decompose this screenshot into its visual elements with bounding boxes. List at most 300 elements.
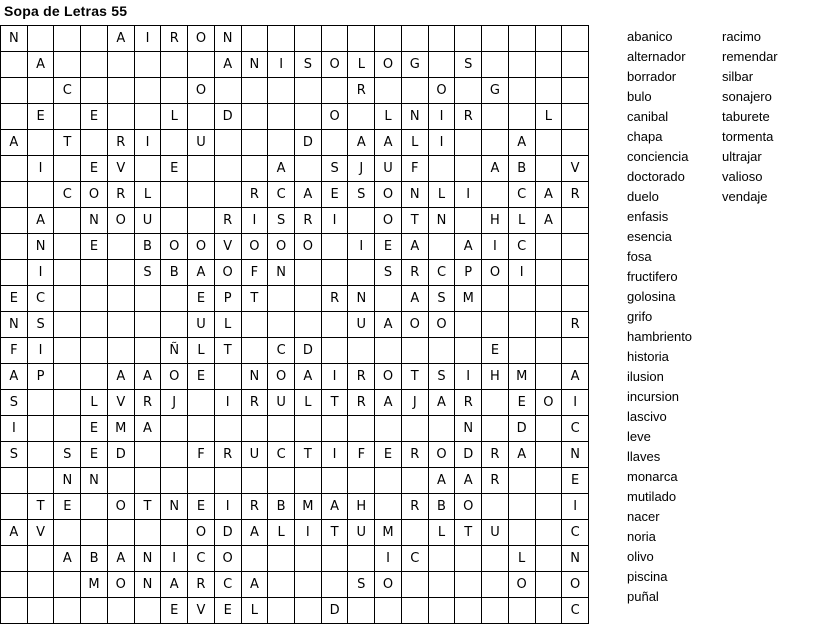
- grid-cell: [242, 130, 269, 156]
- grid-cell: O: [161, 234, 188, 260]
- grid-cell: [268, 468, 295, 494]
- grid-cell: E: [81, 104, 108, 130]
- grid-cell: [1, 234, 28, 260]
- grid-cell: [429, 234, 456, 260]
- grid-cell: J: [402, 390, 429, 416]
- grid-cell: V: [562, 156, 589, 182]
- grid-cell: [509, 104, 536, 130]
- grid-cell: [54, 286, 81, 312]
- grid-cell: [295, 546, 322, 572]
- grid-cell: [268, 104, 295, 130]
- grid-cell: E: [28, 104, 55, 130]
- grid-cell: [135, 520, 162, 546]
- grid-cell: [188, 416, 215, 442]
- grid-cell: I: [455, 364, 482, 390]
- grid-cell: A: [402, 234, 429, 260]
- grid-cell: E: [482, 338, 509, 364]
- grid-cell: F: [1, 338, 28, 364]
- word-item: racimo: [722, 29, 762, 44]
- grid-cell: V: [108, 156, 135, 182]
- grid-cell: P: [28, 364, 55, 390]
- grid-cell: R: [242, 390, 269, 416]
- grid-cell: N: [215, 26, 242, 52]
- grid-cell: C: [402, 546, 429, 572]
- grid-cell: [295, 260, 322, 286]
- grid-cell: V: [108, 390, 135, 416]
- grid-cell: B: [161, 260, 188, 286]
- word-item: silbar: [722, 69, 754, 84]
- grid-cell: B: [429, 494, 456, 520]
- grid-cell: U: [482, 520, 509, 546]
- grid-cell: [536, 260, 563, 286]
- grid-cell: I: [28, 338, 55, 364]
- word-item: conciencia: [627, 149, 689, 164]
- grid-cell: [242, 312, 269, 338]
- word-item: remendar: [722, 49, 778, 64]
- grid-cell: [295, 598, 322, 624]
- grid-cell: [215, 130, 242, 156]
- grid-cell: M: [375, 520, 402, 546]
- grid-cell: I: [215, 390, 242, 416]
- grid-cell: O: [81, 182, 108, 208]
- grid-cell: [28, 182, 55, 208]
- grid-cell: [161, 52, 188, 78]
- grid-cell: R: [402, 260, 429, 286]
- grid-cell: H: [348, 494, 375, 520]
- grid-cell: S: [1, 390, 28, 416]
- grid-cell: [108, 78, 135, 104]
- grid-cell: A: [375, 312, 402, 338]
- grid-cell: [348, 260, 375, 286]
- grid-cell: L: [402, 130, 429, 156]
- grid-cell: C: [28, 286, 55, 312]
- grid-cell: [562, 234, 589, 260]
- grid-cell: O: [375, 572, 402, 598]
- grid-cell: [375, 468, 402, 494]
- grid-cell: [322, 130, 349, 156]
- word-item: valioso: [722, 169, 763, 184]
- grid-cell: M: [455, 286, 482, 312]
- grid-cell: E: [81, 416, 108, 442]
- grid-cell: [54, 572, 81, 598]
- grid-cell: [135, 286, 162, 312]
- grid-cell: [1, 104, 28, 130]
- word-item: incursion: [627, 389, 680, 404]
- grid-cell: T: [28, 494, 55, 520]
- grid-cell: [562, 26, 589, 52]
- word-item: abanico: [627, 29, 673, 44]
- grid-cell: [562, 78, 589, 104]
- grid-cell: [375, 598, 402, 624]
- grid-cell: O: [375, 364, 402, 390]
- word-item: grifo: [627, 309, 653, 324]
- word-item: noria: [627, 529, 656, 544]
- grid-cell: D: [295, 130, 322, 156]
- grid-cell: M: [295, 494, 322, 520]
- grid-cell: [81, 364, 108, 390]
- letter-grid: [0, 25, 589, 624]
- grid-cell: I: [322, 208, 349, 234]
- grid-cell: A: [215, 52, 242, 78]
- grid-cell: T: [455, 520, 482, 546]
- grid-cell: [1, 546, 28, 572]
- grid-cell: O: [188, 26, 215, 52]
- grid-cell: [54, 598, 81, 624]
- grid-cell: [108, 234, 135, 260]
- grid-cell: B: [268, 494, 295, 520]
- grid-cell: [108, 598, 135, 624]
- grid-cell: [348, 208, 375, 234]
- grid-cell: [509, 52, 536, 78]
- grid-cell: O: [108, 494, 135, 520]
- grid-cell: A: [402, 286, 429, 312]
- grid-cell: [161, 520, 188, 546]
- grid-cell: T: [402, 364, 429, 390]
- grid-cell: [54, 156, 81, 182]
- grid-cell: S: [268, 208, 295, 234]
- grid-cell: [242, 546, 269, 572]
- grid-cell: N: [81, 468, 108, 494]
- grid-cell: U: [188, 130, 215, 156]
- grid-cell: M: [81, 572, 108, 598]
- word-item: nacer: [627, 509, 660, 524]
- grid-cell: [54, 390, 81, 416]
- grid-cell: Ñ: [161, 338, 188, 364]
- grid-cell: O: [188, 520, 215, 546]
- grid-cell: [375, 78, 402, 104]
- grid-cell: [135, 312, 162, 338]
- word-item: llaves: [627, 449, 661, 464]
- grid-cell: I: [28, 156, 55, 182]
- grid-cell: [455, 78, 482, 104]
- grid-cell: A: [509, 442, 536, 468]
- grid-cell: [509, 520, 536, 546]
- grid-cell: [108, 312, 135, 338]
- grid-cell: [402, 78, 429, 104]
- grid-cell: [242, 104, 269, 130]
- grid-cell: A: [429, 468, 456, 494]
- grid-cell: H: [482, 208, 509, 234]
- grid-cell: N: [562, 442, 589, 468]
- grid-cell: [1, 468, 28, 494]
- grid-cell: [28, 390, 55, 416]
- grid-cell: C: [268, 442, 295, 468]
- grid-cell: [188, 104, 215, 130]
- grid-cell: [295, 468, 322, 494]
- grid-cell: [135, 78, 162, 104]
- grid-cell: A: [54, 546, 81, 572]
- grid-cell: R: [161, 26, 188, 52]
- grid-cell: [295, 312, 322, 338]
- grid-cell: U: [375, 156, 402, 182]
- grid-cell: A: [455, 234, 482, 260]
- grid-cell: F: [242, 260, 269, 286]
- grid-cell: C: [509, 234, 536, 260]
- grid-cell: L: [429, 520, 456, 546]
- grid-cell: [429, 52, 456, 78]
- grid-cell: A: [135, 364, 162, 390]
- grid-cell: [268, 286, 295, 312]
- grid-cell: [402, 598, 429, 624]
- grid-cell: O: [242, 234, 269, 260]
- grid-cell: [54, 104, 81, 130]
- word-item: canibal: [627, 109, 669, 124]
- grid-cell: [348, 598, 375, 624]
- grid-cell: D: [322, 598, 349, 624]
- grid-cell: E: [188, 286, 215, 312]
- grid-cell: N: [1, 312, 28, 338]
- grid-cell: S: [322, 156, 349, 182]
- grid-cell: U: [348, 312, 375, 338]
- grid-cell: N: [54, 468, 81, 494]
- grid-cell: [54, 208, 81, 234]
- grid-cell: [482, 416, 509, 442]
- grid-cell: E: [81, 156, 108, 182]
- grid-cell: E: [54, 494, 81, 520]
- grid-cell: D: [295, 338, 322, 364]
- grid-cell: R: [242, 182, 269, 208]
- grid-cell: [536, 234, 563, 260]
- grid-cell: [1, 260, 28, 286]
- grid-cell: J: [348, 156, 375, 182]
- grid-cell: [81, 520, 108, 546]
- grid-cell: [562, 208, 589, 234]
- grid-cell: T: [215, 338, 242, 364]
- word-item: mutilado: [627, 489, 677, 504]
- grid-cell: R: [215, 442, 242, 468]
- grid-cell: I: [509, 260, 536, 286]
- grid-cell: [322, 26, 349, 52]
- grid-cell: [1, 182, 28, 208]
- grid-cell: L: [188, 338, 215, 364]
- grid-cell: [215, 78, 242, 104]
- grid-cell: [188, 156, 215, 182]
- grid-cell: [322, 572, 349, 598]
- grid-cell: E: [81, 442, 108, 468]
- grid-cell: I: [1, 416, 28, 442]
- word-item: borrador: [627, 69, 677, 84]
- grid-cell: N: [242, 364, 269, 390]
- grid-cell: [108, 104, 135, 130]
- grid-cell: [348, 338, 375, 364]
- grid-cell: [108, 520, 135, 546]
- word-item: olivo: [627, 549, 654, 564]
- grid-cell: [348, 104, 375, 130]
- grid-cell: [402, 416, 429, 442]
- grid-cell: E: [562, 468, 589, 494]
- word-item: taburete: [722, 109, 770, 124]
- grid-cell: [28, 572, 55, 598]
- grid-cell: [268, 26, 295, 52]
- grid-cell: B: [509, 156, 536, 182]
- grid-cell: R: [242, 494, 269, 520]
- grid-cell: T: [242, 286, 269, 312]
- grid-cell: [268, 416, 295, 442]
- word-item: chapa: [627, 129, 663, 144]
- grid-cell: [509, 286, 536, 312]
- word-item: fosa: [627, 249, 652, 264]
- word-item: leve: [627, 429, 651, 444]
- grid-cell: L: [242, 598, 269, 624]
- grid-cell: [509, 78, 536, 104]
- grid-cell: [322, 78, 349, 104]
- grid-cell: I: [268, 52, 295, 78]
- grid-cell: [108, 52, 135, 78]
- grid-cell: T: [135, 494, 162, 520]
- grid-cell: S: [429, 364, 456, 390]
- grid-cell: [81, 312, 108, 338]
- grid-cell: N: [135, 572, 162, 598]
- grid-cell: [242, 78, 269, 104]
- grid-cell: U: [268, 390, 295, 416]
- grid-cell: [295, 78, 322, 104]
- grid-cell: [242, 468, 269, 494]
- grid-cell: [402, 338, 429, 364]
- grid-cell: [482, 572, 509, 598]
- grid-cell: [108, 286, 135, 312]
- grid-cell: [562, 130, 589, 156]
- grid-cell: R: [482, 442, 509, 468]
- grid-cell: [455, 546, 482, 572]
- grid-cell: T: [322, 390, 349, 416]
- grid-cell: [536, 364, 563, 390]
- grid-cell: D: [215, 104, 242, 130]
- grid-cell: O: [322, 52, 349, 78]
- grid-cell: S: [455, 52, 482, 78]
- grid-cell: O: [455, 494, 482, 520]
- grid-cell: [536, 130, 563, 156]
- grid-cell: T: [295, 442, 322, 468]
- grid-cell: [348, 416, 375, 442]
- grid-cell: E: [161, 598, 188, 624]
- grid-cell: [268, 312, 295, 338]
- grid-cell: S: [375, 260, 402, 286]
- word-item: bulo: [627, 89, 652, 104]
- grid-cell: O: [429, 78, 456, 104]
- grid-cell: A: [322, 494, 349, 520]
- grid-cell: A: [1, 520, 28, 546]
- grid-cell: [402, 572, 429, 598]
- grid-cell: S: [28, 312, 55, 338]
- grid-cell: L: [509, 208, 536, 234]
- grid-cell: [322, 546, 349, 572]
- grid-cell: I: [482, 234, 509, 260]
- grid-cell: A: [429, 390, 456, 416]
- grid-cell: C: [562, 416, 589, 442]
- grid-cell: [1, 598, 28, 624]
- word-item: doctorado: [627, 169, 685, 184]
- grid-cell: [429, 26, 456, 52]
- grid-cell: [509, 312, 536, 338]
- grid-cell: C: [429, 260, 456, 286]
- grid-cell: R: [108, 130, 135, 156]
- grid-cell: [135, 338, 162, 364]
- grid-cell: T: [402, 208, 429, 234]
- grid-cell: [54, 364, 81, 390]
- grid-cell: [322, 416, 349, 442]
- grid-cell: R: [562, 312, 589, 338]
- grid-cell: U: [242, 442, 269, 468]
- grid-cell: [536, 26, 563, 52]
- grid-cell: [295, 286, 322, 312]
- grid-cell: [482, 130, 509, 156]
- grid-cell: [268, 572, 295, 598]
- grid-cell: [268, 598, 295, 624]
- word-list-right: [722, 27, 778, 207]
- grid-cell: [215, 182, 242, 208]
- grid-cell: O: [215, 546, 242, 572]
- grid-cell: A: [482, 156, 509, 182]
- grid-cell: E: [161, 156, 188, 182]
- grid-cell: [455, 572, 482, 598]
- grid-cell: [429, 338, 456, 364]
- grid-cell: [536, 338, 563, 364]
- grid-cell: R: [135, 390, 162, 416]
- grid-cell: J: [161, 390, 188, 416]
- grid-cell: I: [348, 234, 375, 260]
- grid-cell: [375, 338, 402, 364]
- grid-cell: E: [188, 494, 215, 520]
- grid-cell: O: [482, 260, 509, 286]
- grid-cell: A: [108, 364, 135, 390]
- grid-cell: C: [509, 182, 536, 208]
- grid-cell: [28, 442, 55, 468]
- word-item: monarca: [627, 469, 678, 484]
- grid-cell: [536, 494, 563, 520]
- grid-cell: E: [1, 286, 28, 312]
- grid-cell: U: [348, 520, 375, 546]
- grid-cell: [1, 156, 28, 182]
- grid-cell: N: [242, 52, 269, 78]
- grid-cell: L: [375, 104, 402, 130]
- word-item: esencia: [627, 229, 672, 244]
- word-item: fructifero: [627, 269, 678, 284]
- grid-cell: L: [429, 182, 456, 208]
- grid-cell: I: [375, 546, 402, 572]
- grid-cell: [562, 286, 589, 312]
- grid-cell: O: [375, 208, 402, 234]
- grid-cell: N: [81, 208, 108, 234]
- grid-cell: A: [1, 130, 28, 156]
- grid-cell: I: [562, 390, 589, 416]
- grid-cell: [562, 260, 589, 286]
- grid-cell: A: [375, 390, 402, 416]
- grid-cell: P: [215, 286, 242, 312]
- grid-cell: A: [455, 468, 482, 494]
- grid-cell: [54, 338, 81, 364]
- grid-cell: [215, 364, 242, 390]
- grid-cell: O: [429, 312, 456, 338]
- grid-cell: [482, 598, 509, 624]
- grid-cell: [135, 52, 162, 78]
- grid-cell: [135, 598, 162, 624]
- grid-cell: [455, 26, 482, 52]
- grid-cell: [429, 156, 456, 182]
- grid-cell: O: [295, 234, 322, 260]
- grid-cell: [375, 286, 402, 312]
- grid-cell: U: [188, 312, 215, 338]
- grid-cell: [536, 520, 563, 546]
- word-item: puñal: [627, 589, 659, 604]
- grid-cell: L: [215, 312, 242, 338]
- grid-cell: A: [375, 130, 402, 156]
- grid-cell: [375, 416, 402, 442]
- grid-cell: F: [402, 156, 429, 182]
- grid-cell: R: [402, 442, 429, 468]
- grid-cell: [536, 442, 563, 468]
- grid-cell: C: [215, 572, 242, 598]
- grid-cell: M: [509, 364, 536, 390]
